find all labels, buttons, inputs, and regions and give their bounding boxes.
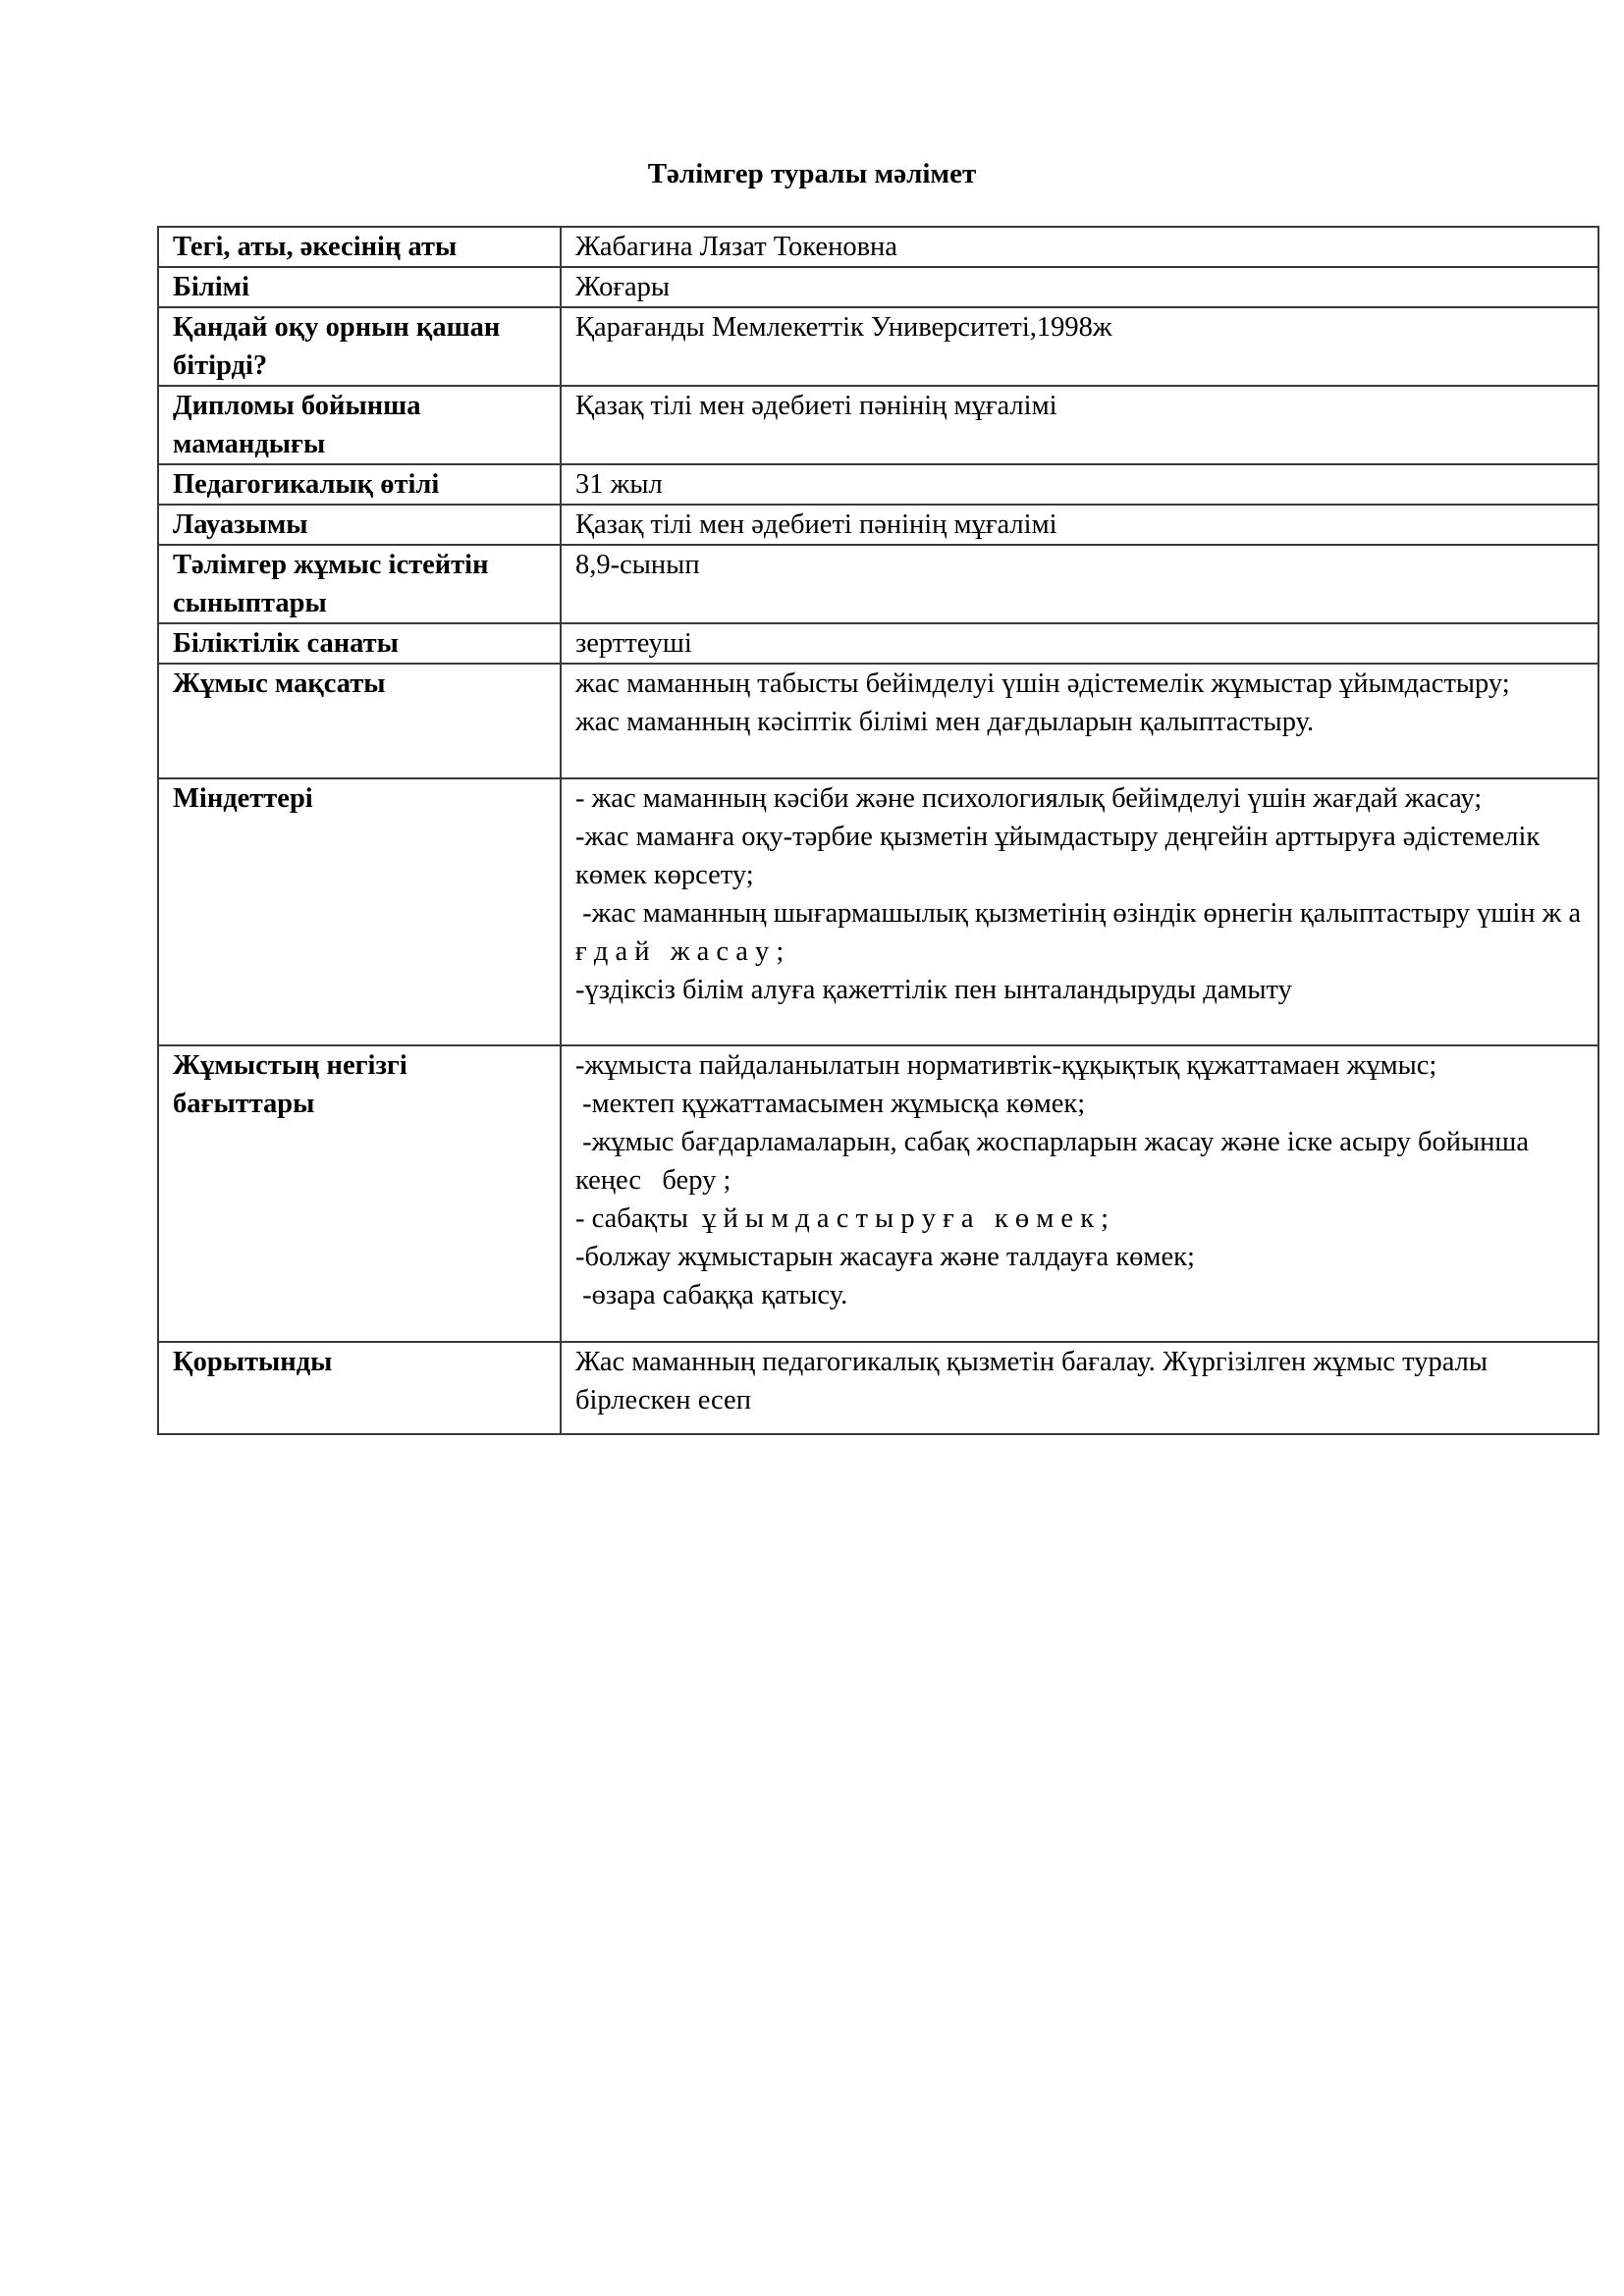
row-label: Білімі bbox=[158, 267, 561, 307]
value-line: -болжау жұмыстарын жасауға және талдауға көмек; bbox=[575, 1242, 1195, 1272]
row-label: Біліктілік санаты bbox=[158, 623, 561, 664]
table-row-qualification-category bbox=[158, 623, 1598, 664]
row-value bbox=[561, 1045, 1598, 1342]
table-row-experience bbox=[158, 464, 1598, 505]
value-line: Жабагина Лязат Токеновна bbox=[575, 232, 897, 262]
value-line: Жоғары bbox=[575, 272, 671, 302]
table-row-education bbox=[158, 267, 1598, 307]
row-label: Лауазымы bbox=[158, 505, 561, 545]
table-row-classes bbox=[158, 545, 1598, 623]
row-value bbox=[561, 307, 1598, 386]
row-label: Жұмыс мақсаты bbox=[158, 664, 561, 778]
value-line: Қазақ тілі мен әдебиеті пәнінің мұғалімі bbox=[575, 509, 1057, 540]
row-label: Қорытынды bbox=[158, 1342, 561, 1434]
value-line: жас маманның кәсіптік білімі мен дағдыларын қалыптастыру. bbox=[575, 707, 1315, 737]
mentor-info-table bbox=[157, 226, 1599, 1435]
row-value bbox=[561, 623, 1598, 664]
value-line: - жас маманның кәсіби және психологиялық бейімделуі үшін жағдай жасау; bbox=[575, 783, 1483, 814]
page-title: Тәлімгер туралы мәлімет bbox=[647, 158, 977, 189]
row-label: Қандай оқу орнын қашан бітірді? bbox=[158, 307, 561, 386]
value-line: Жас маманның педагогикалық қызметін бағалау. Жүргізілген жұмыс туралы бірлескен есеп bbox=[575, 1347, 1495, 1415]
value-line: - сабақты ұ й ы м д а с т ы р у ғ а к ө м е к ; bbox=[575, 1203, 1110, 1234]
value-line: -жас маманға оқу-тәрбие қызметін ұйымдастыру деңгейін арттыруға әдістемелік көмек көрсету; bbox=[575, 822, 1547, 890]
table-row-tasks bbox=[158, 778, 1598, 1045]
value-line: -жас маманның шығармашылық қызметінің өзіндік өрнегін қалыптастыру үшін ж а ғ д а й ж а с а у ; bbox=[575, 898, 1589, 967]
row-label: Дипломы бойынша мамандығы bbox=[158, 386, 561, 464]
row-value bbox=[561, 386, 1598, 464]
row-label: Тегі, аты, әкесінің аты bbox=[158, 227, 561, 267]
table-row-work-goal bbox=[158, 664, 1598, 778]
value-line: -жұмыста пайдаланылатын нормативтік-құқықтық құжаттамаен жұмыс; bbox=[575, 1050, 1437, 1081]
row-value bbox=[561, 464, 1598, 505]
row-value bbox=[561, 664, 1598, 778]
row-label: Педагогикалық өтілі bbox=[158, 464, 561, 505]
value-line: -өзара сабаққа қатысу. bbox=[575, 1280, 848, 1310]
row-value bbox=[561, 267, 1598, 307]
value-line: -үздіксіз білім алуға қажеттілік пен ынталандыруды дамыту bbox=[575, 975, 1292, 1005]
value-line: 31 жыл bbox=[575, 469, 663, 500]
table-row-specialty bbox=[158, 386, 1598, 464]
value-line: -мектеп құжаттамасымен жұмысқа көмек; bbox=[575, 1089, 1086, 1119]
row-label: Жұмыстың негізгі бағыттары bbox=[158, 1045, 561, 1342]
row-value bbox=[561, 227, 1598, 267]
table-row-conclusion bbox=[158, 1342, 1598, 1434]
table-row-main-directions bbox=[158, 1045, 1598, 1342]
value-line: зерттеуші bbox=[575, 628, 692, 659]
value-line: -жұмыс бағдарламаларын, сабақ жоспарларын жасау және іске асыру бойынша кеңес беру ; bbox=[575, 1127, 1537, 1196]
table-row-position bbox=[158, 505, 1598, 545]
row-value bbox=[561, 778, 1598, 1045]
row-value bbox=[561, 1342, 1598, 1434]
row-label: Міндеттері bbox=[158, 778, 561, 1045]
value-line: Қазақ тілі мен әдебиеті пәнінің мұғалімі bbox=[575, 391, 1057, 421]
value-line: Қарағанды Мемлекеттік Университеті,1998ж bbox=[575, 312, 1112, 343]
value-line: жас маманның табысты бейімделуі үшін әдістемелік жұмыстар ұйымдастыру; bbox=[575, 668, 1510, 699]
value-line: 8,9-сынып bbox=[575, 550, 700, 580]
table-row-full-name bbox=[158, 227, 1598, 267]
row-value bbox=[561, 505, 1598, 545]
table-row-institution bbox=[158, 307, 1598, 386]
row-label: Тәлімгер жұмыс істейтін сыныптары bbox=[158, 545, 561, 623]
row-value bbox=[561, 545, 1598, 623]
